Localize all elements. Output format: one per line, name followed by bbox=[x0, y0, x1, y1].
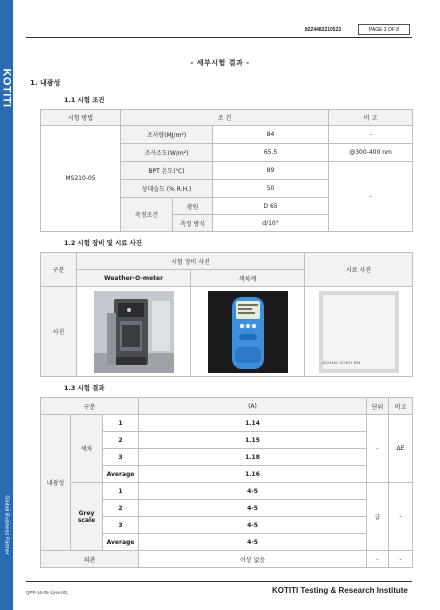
institute-name: KOTITI Testing & Research Institute bbox=[272, 586, 408, 595]
condition-value: 65.5 bbox=[213, 144, 329, 162]
result-header-group: 구분 bbox=[41, 398, 139, 415]
measure-label: 광원 bbox=[173, 198, 213, 215]
sample-photo-header: 시료 사진 bbox=[305, 253, 413, 287]
color-diff-label: 색차 bbox=[71, 415, 103, 483]
condition-note-merged: - bbox=[329, 162, 413, 232]
equipment-name: Weather-O-meter bbox=[77, 270, 191, 287]
weather-o-meter-photo bbox=[94, 291, 174, 373]
result-header-a: (A) bbox=[139, 398, 367, 415]
document-id: 8224482210523 bbox=[305, 27, 342, 33]
colorimeter-photo bbox=[208, 291, 288, 373]
col-header-method: 시험 방법 bbox=[41, 110, 121, 126]
appearance-label: 외관 bbox=[41, 551, 139, 568]
page-number: PAGE 3 OF 8 bbox=[358, 24, 410, 35]
trial-value: 4-5 bbox=[139, 500, 367, 517]
form-number: QPP-16-05-1(rev.00) bbox=[26, 590, 68, 595]
trial-number: Average bbox=[103, 534, 139, 551]
grey-scale-label: Grey scale bbox=[71, 483, 103, 551]
trial-value: 4-5 bbox=[139, 534, 367, 551]
sample-label: 8224482 107621 894 bbox=[322, 360, 361, 365]
subsection-equipment: 1.2 시험 장비 및 시료 사진 bbox=[64, 239, 143, 247]
conditions-table bbox=[40, 109, 413, 232]
trial-number: 2 bbox=[103, 500, 139, 517]
header-divider bbox=[26, 37, 412, 38]
condition-label: 상대습도 (% R.H.) bbox=[121, 180, 213, 198]
photo-cell bbox=[77, 287, 191, 377]
result-header-unit: 단위 bbox=[367, 398, 389, 415]
section-heading: 1. 내광성 bbox=[30, 79, 61, 87]
condition-label: BPT 온도(℃) bbox=[121, 162, 213, 180]
trial-value: 1.14 bbox=[139, 415, 367, 432]
condition-note: - bbox=[329, 126, 413, 144]
color-diff-note: ΔE bbox=[389, 415, 413, 483]
equipment-photo-header: 시험 장비 사진 bbox=[77, 253, 305, 270]
trial-number: 3 bbox=[103, 517, 139, 534]
condition-note: @300-400 nm bbox=[329, 144, 413, 162]
sample-photo bbox=[319, 291, 399, 373]
logo-text: KOTITI bbox=[0, 68, 13, 108]
test-method: MS210-05 bbox=[41, 126, 121, 232]
photo-cell bbox=[191, 287, 305, 377]
trial-number: Average bbox=[103, 466, 139, 483]
subsection-conditions: 1.1 시험 조건 bbox=[64, 96, 105, 104]
trial-number: 3 bbox=[103, 449, 139, 466]
photo-cell bbox=[305, 287, 413, 377]
grey-scale-note: - bbox=[389, 483, 413, 551]
trial-number: 1 bbox=[103, 415, 139, 432]
trial-value: 4-5 bbox=[139, 517, 367, 534]
appearance-value: 이상 없음 bbox=[139, 551, 367, 568]
appearance-unit: - bbox=[367, 551, 389, 568]
subsection-results: 1.3 시험 결과 bbox=[64, 384, 105, 392]
trial-value: 1.16 bbox=[139, 466, 367, 483]
trial-number: 2 bbox=[103, 432, 139, 449]
condition-value: 89 bbox=[213, 162, 329, 180]
grey-scale-unit: 급 bbox=[367, 483, 389, 551]
measure-value: D 65 bbox=[213, 198, 329, 215]
measure-value: d/10° bbox=[213, 215, 329, 232]
weather-o-meter-image bbox=[94, 291, 174, 373]
trial-value: 4-5 bbox=[139, 483, 367, 500]
equipment-name: 색차계 bbox=[191, 270, 305, 287]
equipment-group-header: 구분 bbox=[41, 253, 77, 287]
tagline-text: Global Business Partner bbox=[3, 495, 10, 555]
page-title: - 세부시험 결과 - bbox=[190, 59, 250, 67]
condition-label: 조사량(MJ/m²) bbox=[121, 126, 213, 144]
side-tagline bbox=[1, 470, 12, 580]
measure-label: 측정 방식 bbox=[173, 215, 213, 232]
colorimeter-image bbox=[208, 291, 288, 373]
condition-label: 조사조도(W/m²) bbox=[121, 144, 213, 162]
condition-value: 84 bbox=[213, 126, 329, 144]
result-header-note: 비고 bbox=[389, 398, 413, 415]
appearance-note: - bbox=[389, 551, 413, 568]
trial-value: 1.18 bbox=[139, 449, 367, 466]
condition-value: 50 bbox=[213, 180, 329, 198]
trial-number: 1 bbox=[103, 483, 139, 500]
trial-value: 1.15 bbox=[139, 432, 367, 449]
col-header-note: 비 고 bbox=[329, 110, 413, 126]
color-diff-unit: - bbox=[367, 415, 389, 483]
equipment-table bbox=[40, 252, 413, 377]
result-category: 내광성 bbox=[41, 415, 71, 551]
footer-divider bbox=[26, 581, 412, 582]
results-table bbox=[40, 397, 413, 568]
measure-condition-label: 측정조건 bbox=[121, 198, 173, 232]
col-header-condition: 조 건 bbox=[121, 110, 329, 126]
photo-row-label: 사진 bbox=[41, 287, 77, 377]
